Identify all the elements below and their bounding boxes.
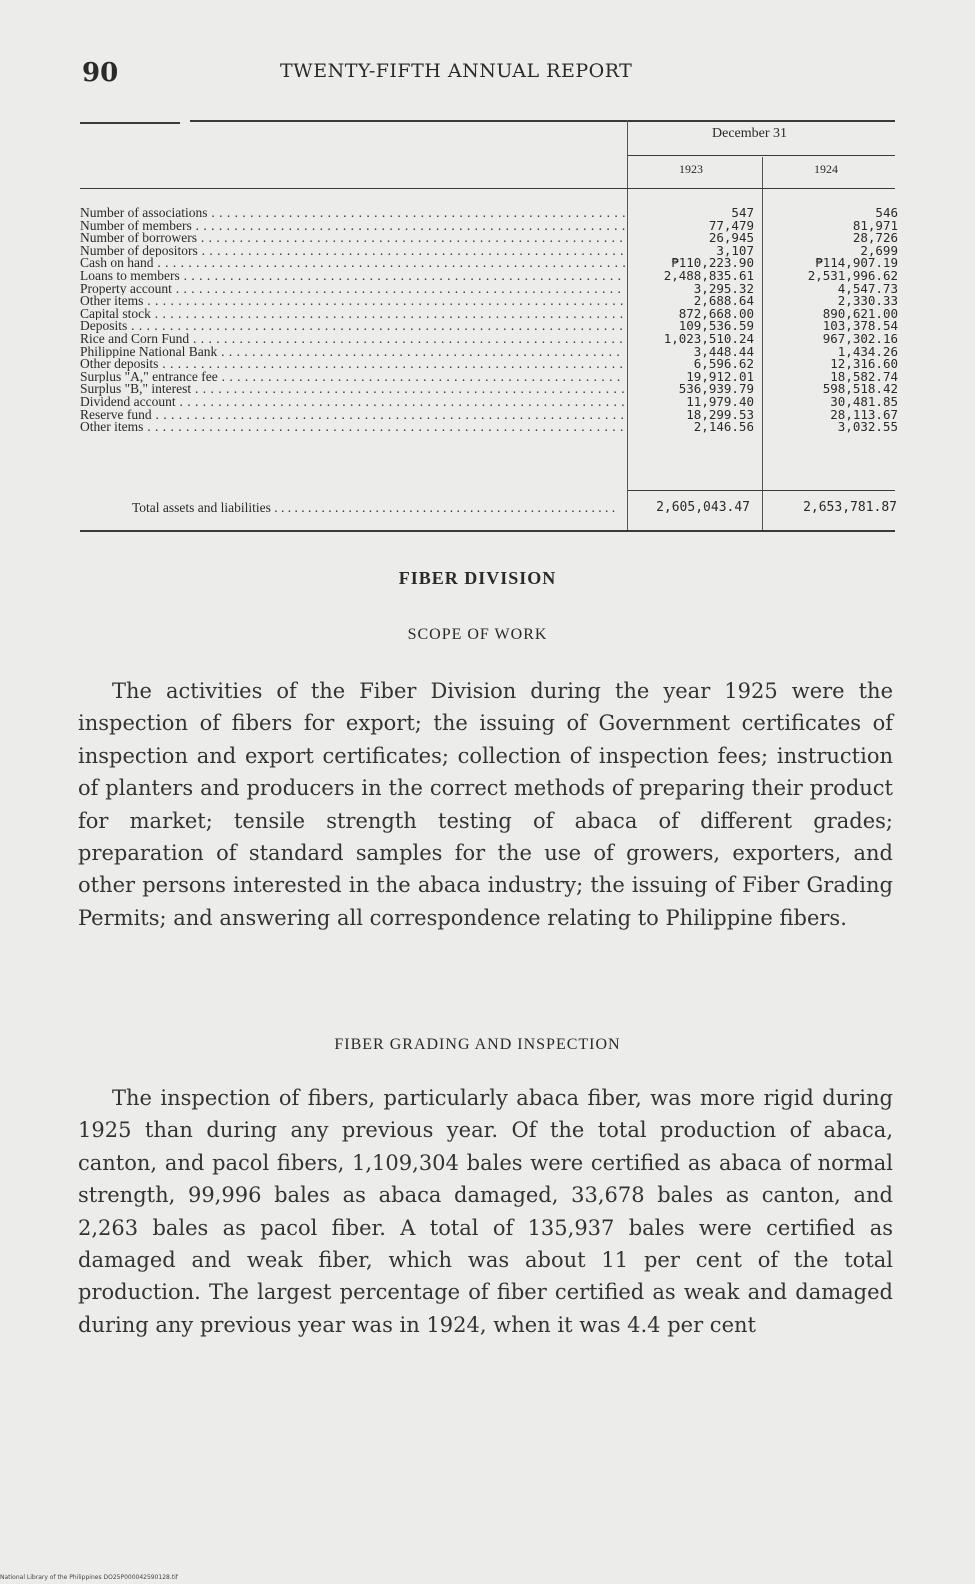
footer-scan-note: National Library of the Philippines DO25P000042590128.tif: [0, 1574, 178, 1581]
table-cell: 3,448.44: [693, 343, 754, 359]
table-cell: 2,488,835.61: [663, 267, 754, 283]
table-cell: Other items . . .: [80, 421, 625, 434]
column-1923-values: [632, 207, 754, 434]
table-cell: 3,107: [716, 242, 754, 258]
table-cell: Surplus "B," interest . . .: [80, 383, 625, 396]
table-cell: Philippine National Bank . . .: [80, 346, 625, 359]
table-cell: 28,726: [852, 230, 898, 246]
table-cell: 6,596.62: [693, 356, 754, 372]
table-cell: Dividend account . . .: [80, 396, 625, 409]
table-cell: Number of borrowers . . .: [80, 232, 625, 245]
table-cell: 546: [875, 205, 898, 220]
table-cell: 109,536.59: [678, 318, 754, 334]
table-top-rule-right: [190, 120, 895, 122]
table-cell: 536,939.79: [678, 381, 754, 397]
total-1924: 2,653,781.87: [803, 500, 897, 515]
table-cell: 19,912.01: [686, 368, 754, 384]
table-cell: Number of members . . .: [80, 220, 625, 233]
table-cell: Surplus "A," entrance fee . . .: [80, 371, 625, 384]
table-cell: 1,023,510.24: [663, 330, 754, 346]
column-1924-values: [770, 207, 898, 434]
section-title: FIBER DIVISION: [398, 568, 557, 588]
table-cell: 547: [731, 205, 754, 220]
table-cell: Number of associations . . .: [80, 207, 625, 220]
table-cell: 2,699: [860, 242, 898, 258]
table-cell: 2,146.56: [693, 419, 754, 435]
group-header-december-31: December 31: [712, 126, 788, 141]
table-cell: 2,688.64: [693, 293, 754, 309]
table-cell: Number of depositors . . .: [80, 245, 625, 258]
total-rule: [628, 490, 895, 491]
table-cell: 12,316.60: [830, 356, 898, 372]
table-cell: 77,479: [708, 217, 754, 233]
table-bottom-rule: [80, 530, 895, 532]
table-cell: 30,481.85: [830, 393, 898, 409]
page-number: 90: [82, 58, 119, 88]
table-cell: 967,302.16: [822, 330, 898, 346]
group-header-underline: [628, 155, 895, 156]
table-cell: 28,113.67: [830, 406, 898, 422]
table-cell: Deposits . . .: [80, 320, 625, 333]
table-cell: 2,531,996.62: [807, 267, 898, 283]
table-cell: 26,945: [708, 230, 754, 246]
table-cell: 598,518.42: [822, 381, 898, 397]
paragraph-scope: The activities of the Fiber Division during the year 1925 were the inspection of fibers for export; the issuing of Government certificates of inspection and export certificates; collection of inspection fees; instruction of planters and producers in the correct methods of preparing their product for market; tensile strength testing of abaca of different grades; preparation of standard samples for the use of growers, exporters, and other persons interested in the abaca industry; the issuing of Fiber Grading Permits; and answering all correspondence relating to Philippine fibers.: [78, 679, 893, 930]
column-header-1923: 1923: [679, 162, 703, 176]
table-column-divider: [627, 120, 628, 532]
subsection-scope-of-work: SCOPE OF WORK: [407, 626, 548, 643]
header-bottom-rule: [80, 188, 895, 189]
running-title: TWENTY-FIFTH ANNUAL REPORT: [280, 60, 633, 82]
table-cell: Other items . . .: [80, 295, 625, 308]
table-year-divider: [762, 157, 763, 532]
table-cell: Capital stock . . .: [80, 308, 625, 321]
table-cell: Property account . . .: [80, 283, 625, 296]
table-cell: 18,582.74: [830, 368, 898, 384]
table-cell: 1,434.26: [837, 343, 898, 359]
table-cell: 11,979.40: [686, 393, 754, 409]
total-label: Total assets and liabilities . . .: [132, 500, 622, 516]
table-cell: 103,378.54: [822, 318, 898, 334]
table-cell: 872,668.00: [678, 305, 754, 321]
table-cell: 890,621.00: [822, 305, 898, 321]
table-cell: 4,547.73: [837, 280, 898, 296]
column-header-1924: 1924: [814, 162, 838, 176]
table-cell: Loans to members . . .: [80, 270, 625, 283]
total-1923: 2,605,043.47: [656, 500, 750, 515]
table-row-labels: [80, 207, 625, 434]
table-cell: Rice and Corn Fund . . .: [80, 333, 625, 346]
table-cell: 18,299.53: [686, 406, 754, 422]
subsection-fiber-grading: FIBER GRADING AND INSPECTION: [334, 1036, 621, 1053]
table-cell: ₱114,907.19: [815, 255, 898, 271]
table-top-rule-left: [80, 122, 180, 124]
table-cell: Other deposits . . .: [80, 358, 625, 371]
paragraph-grading: The inspection of fibers, particularly abaca fiber, was more rigid during 1925 than during any previous year. Of the total production of abaca, canton, and pacol fibers, 1,109,304 bales were certified as abaca of normal strength, 99,996 bales as abaca damaged, 33,678 bales as canton, and 2,263 bales as pacol fiber. A total of 135,937 bales were certified as damaged and weak fiber, which was about 11 per cent of the total production. The largest percentage of fiber certified as weak and damaged during any previous year was in 1924, when it was 4.4 per cent: [78, 1086, 893, 1337]
table-cell: 2,330.33: [837, 293, 898, 309]
table-cell: ₱110,223.90: [671, 255, 754, 271]
table-cell: Cash on hand . . .: [80, 257, 625, 270]
table-cell: Reserve fund . . .: [80, 409, 625, 422]
table-cell: 3,032.55: [837, 419, 898, 435]
table-cell: 3,295.32: [693, 280, 754, 296]
table-cell: 81,971: [852, 217, 898, 233]
